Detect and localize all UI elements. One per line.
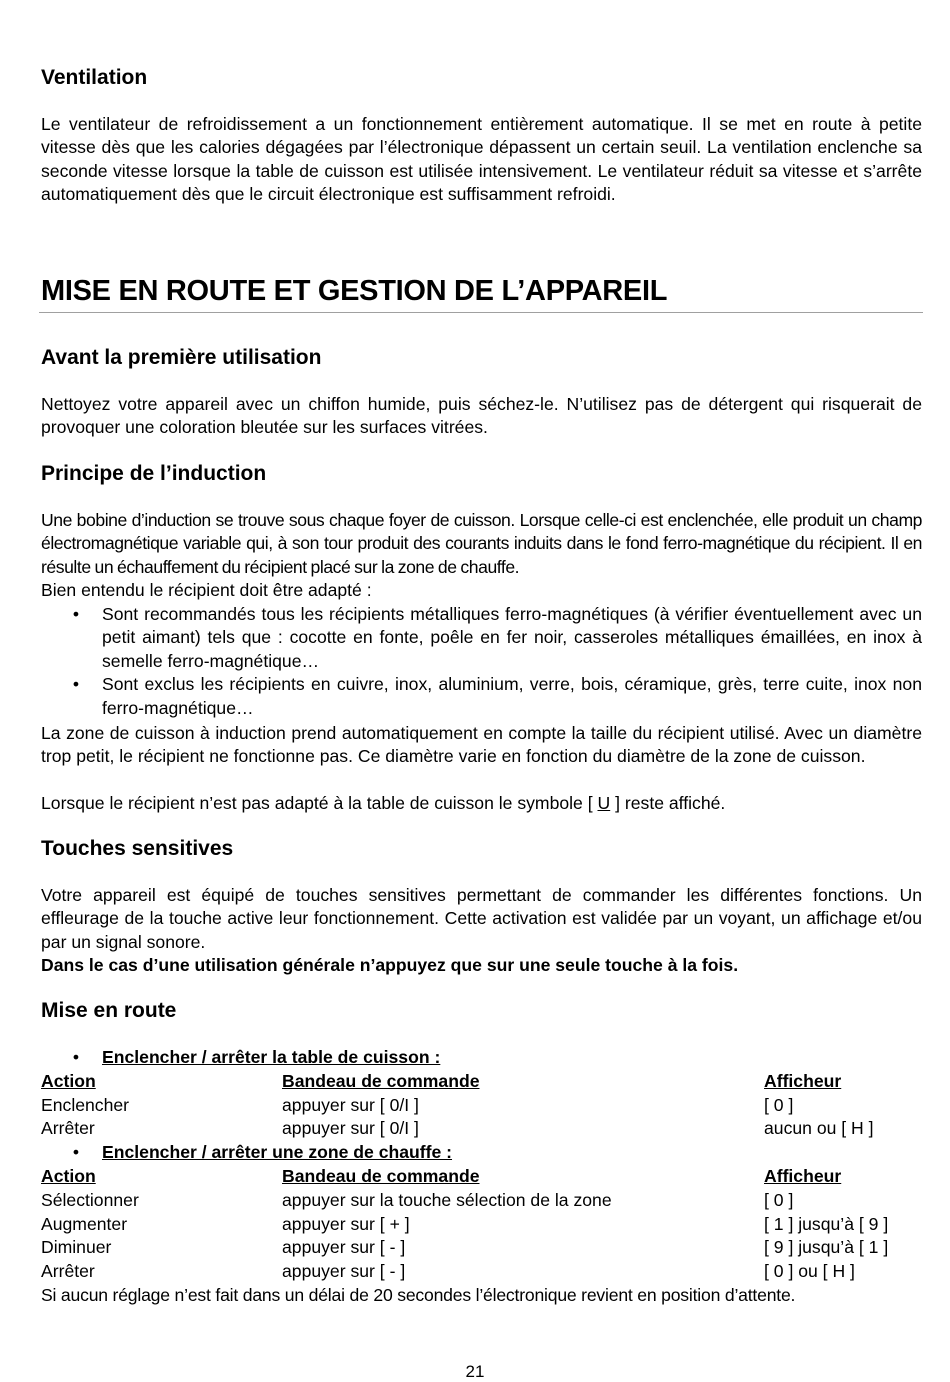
table-row — [41, 1189, 923, 1213]
column-header-action: Action — [41, 1070, 96, 1091]
section-heading-avant: Avant la première utilisation — [41, 346, 322, 369]
cell-bandeau: appuyer sur la touche sélection de la zone — [282, 1189, 612, 1210]
table-row — [41, 1094, 923, 1118]
bullet-icon: • — [72, 1142, 80, 1163]
symbol-u: U — [597, 793, 611, 813]
cell-afficheur: aucun ou [ H ] — [764, 1118, 874, 1139]
cell-action: Diminuer — [41, 1237, 112, 1258]
cell-action: Arrêter — [41, 1118, 95, 1139]
cell-action: Enclencher — [41, 1094, 130, 1115]
list-item — [41, 603, 922, 673]
bullet-icon: • — [72, 674, 80, 695]
page-number: 21 — [465, 1362, 485, 1381]
title-divider — [39, 312, 923, 313]
induction-after-paragraph: La zone de cuisson à induction prend automatiquement en compte la taille du récipient utilisé. Avec un diamètre trop petit, le récipient ne fonctionne pas. Ce diamètre varie en fonction du diamètre de la zone de cuisson. — [41, 723, 922, 767]
cell-bandeau: appuyer sur [ 0/I ] — [282, 1118, 419, 1139]
touches-bold-line: Dans le cas d’une utilisation générale n’appuyez que sur une seule touche à la fois. — [41, 955, 739, 975]
list-item — [41, 673, 922, 720]
column-header-bandeau: Bandeau de commande — [282, 1070, 480, 1091]
mise-en-route-tables — [41, 1046, 923, 1308]
section-heading-induction: Principe de l’induction — [41, 462, 267, 485]
induction-intro-line: Bien entendu le récipient doit être adapté : — [41, 580, 372, 600]
cell-action: Sélectionner — [41, 1189, 139, 1210]
cell-bandeau: appuyer sur [ - ] — [282, 1237, 406, 1258]
cell-bandeau: appuyer sur [ + ] — [282, 1213, 410, 1234]
cell-afficheur: [ 9 ] jusqu’à [ 1 ] — [764, 1237, 889, 1258]
section-heading-mise-en-route: Mise en route — [41, 999, 177, 1022]
column-header-afficheur: Afficheur — [764, 1070, 842, 1091]
cell-afficheur: [ 0 ] — [764, 1189, 794, 1210]
cell-afficheur: [ 0 ] ou [ H ] — [764, 1261, 855, 1282]
cell-bandeau: appuyer sur [ - ] — [282, 1261, 406, 1282]
induction-symbol-line — [41, 792, 922, 815]
main-title: MISE EN ROUTE ET GESTION DE L’APPAREIL — [41, 275, 668, 307]
table1-title-text: Enclencher / arrêter la table de cuisson : — [102, 1047, 441, 1067]
section-heading-ventilation: Ventilation — [41, 66, 148, 89]
touches-paragraph: Votre appareil est équipé de touches sensitives permettant de commander les différentes fonctions. Un effleurage de la touche active leur fonctionnement. Cette activation est validée par un voyant, un affichage et/ou par un signal sonore. — [41, 885, 922, 952]
column-header-afficheur: Afficheur — [764, 1165, 842, 1186]
symbol-line-before: Lorsque le récipient n’est pas adapté à la table de cuisson le symbole [ — [41, 793, 598, 813]
symbol-line-after: ] reste affiché. — [610, 793, 726, 813]
table1-title — [41, 1046, 923, 1070]
avant-paragraph: Nettoyez votre appareil avec un chiffon humide, puis séchez-le. N’utilisez pas de détergent qui risquerait de provoquer une coloration bleutée sur les surfaces vitrées. — [41, 394, 922, 438]
standby-note: Si aucun réglage n’est fait dans un délai de 20 secondes l’électronique revient en position d’attente. — [41, 1284, 796, 1305]
cell-bandeau: appuyer sur [ 0/I ] — [282, 1094, 419, 1115]
list-item-text: Sont recommandés tous les récipients métalliques ferro-magnétiques (à vérifier éventuellement avec un petit aimant) tels que : cocotte en fonte, poêle en fer noir, casseroles métalliques émaillées, en inox à semelle ferro-magnétique… — [102, 604, 922, 671]
table1-header-row — [41, 1070, 923, 1094]
column-header-action: Action — [41, 1165, 96, 1186]
cell-afficheur: [ 0 ] — [764, 1094, 794, 1115]
table2-title-text: Enclencher / arrêter une zone de chauffe : — [102, 1142, 453, 1163]
table-row — [41, 1213, 923, 1237]
bullet-icon: • — [72, 1047, 80, 1067]
section-heading-touches: Touches sensitives — [41, 837, 234, 860]
table-row — [41, 1260, 923, 1284]
list-item-text: Sont exclus les récipients en cuivre, inox, aluminium, verre, bois, céramique, grès, terre cuite, inox non ferro-magnétique… — [102, 674, 922, 718]
ventilation-paragraph: Le ventilateur de refroidissement a un fonctionnement entièrement automatique. Il se met en route à petite vitesse dès que les calories dégagées par l’électronique dépassent un certain seuil. La ventilation enclenche sa seconde vitesse lorsque la table de cuisson est utilisée intensivement. Le ventilateur réduit sa vitesse et s’arrête automatiquement dès que le circuit électronique est suffisamment refroidi. — [41, 114, 922, 205]
table2-header-row — [41, 1165, 923, 1189]
table-row — [41, 1236, 923, 1260]
induction-paragraph: Une bobine d’induction se trouve sous chaque foyer de cuisson. Lorsque celle-ci est enclenchée, elle produit un champ électromagnétique variable qui, à son tour produit des courants induits dans le fond ferro-magnétique du récipient. Il en résulte un échauffement du récipient placé sur la zone de chauffe. — [41, 510, 922, 577]
table2-title — [41, 1141, 923, 1165]
cell-afficheur: [ 1 ] jusqu’à [ 9 ] — [764, 1213, 889, 1234]
bullet-icon: • — [72, 604, 80, 624]
cell-action: Augmenter — [41, 1213, 128, 1234]
column-header-bandeau: Bandeau de commande — [282, 1165, 480, 1186]
cell-action: Arrêter — [41, 1261, 95, 1282]
table-row — [41, 1117, 923, 1141]
induction-bullet-list — [41, 603, 922, 720]
